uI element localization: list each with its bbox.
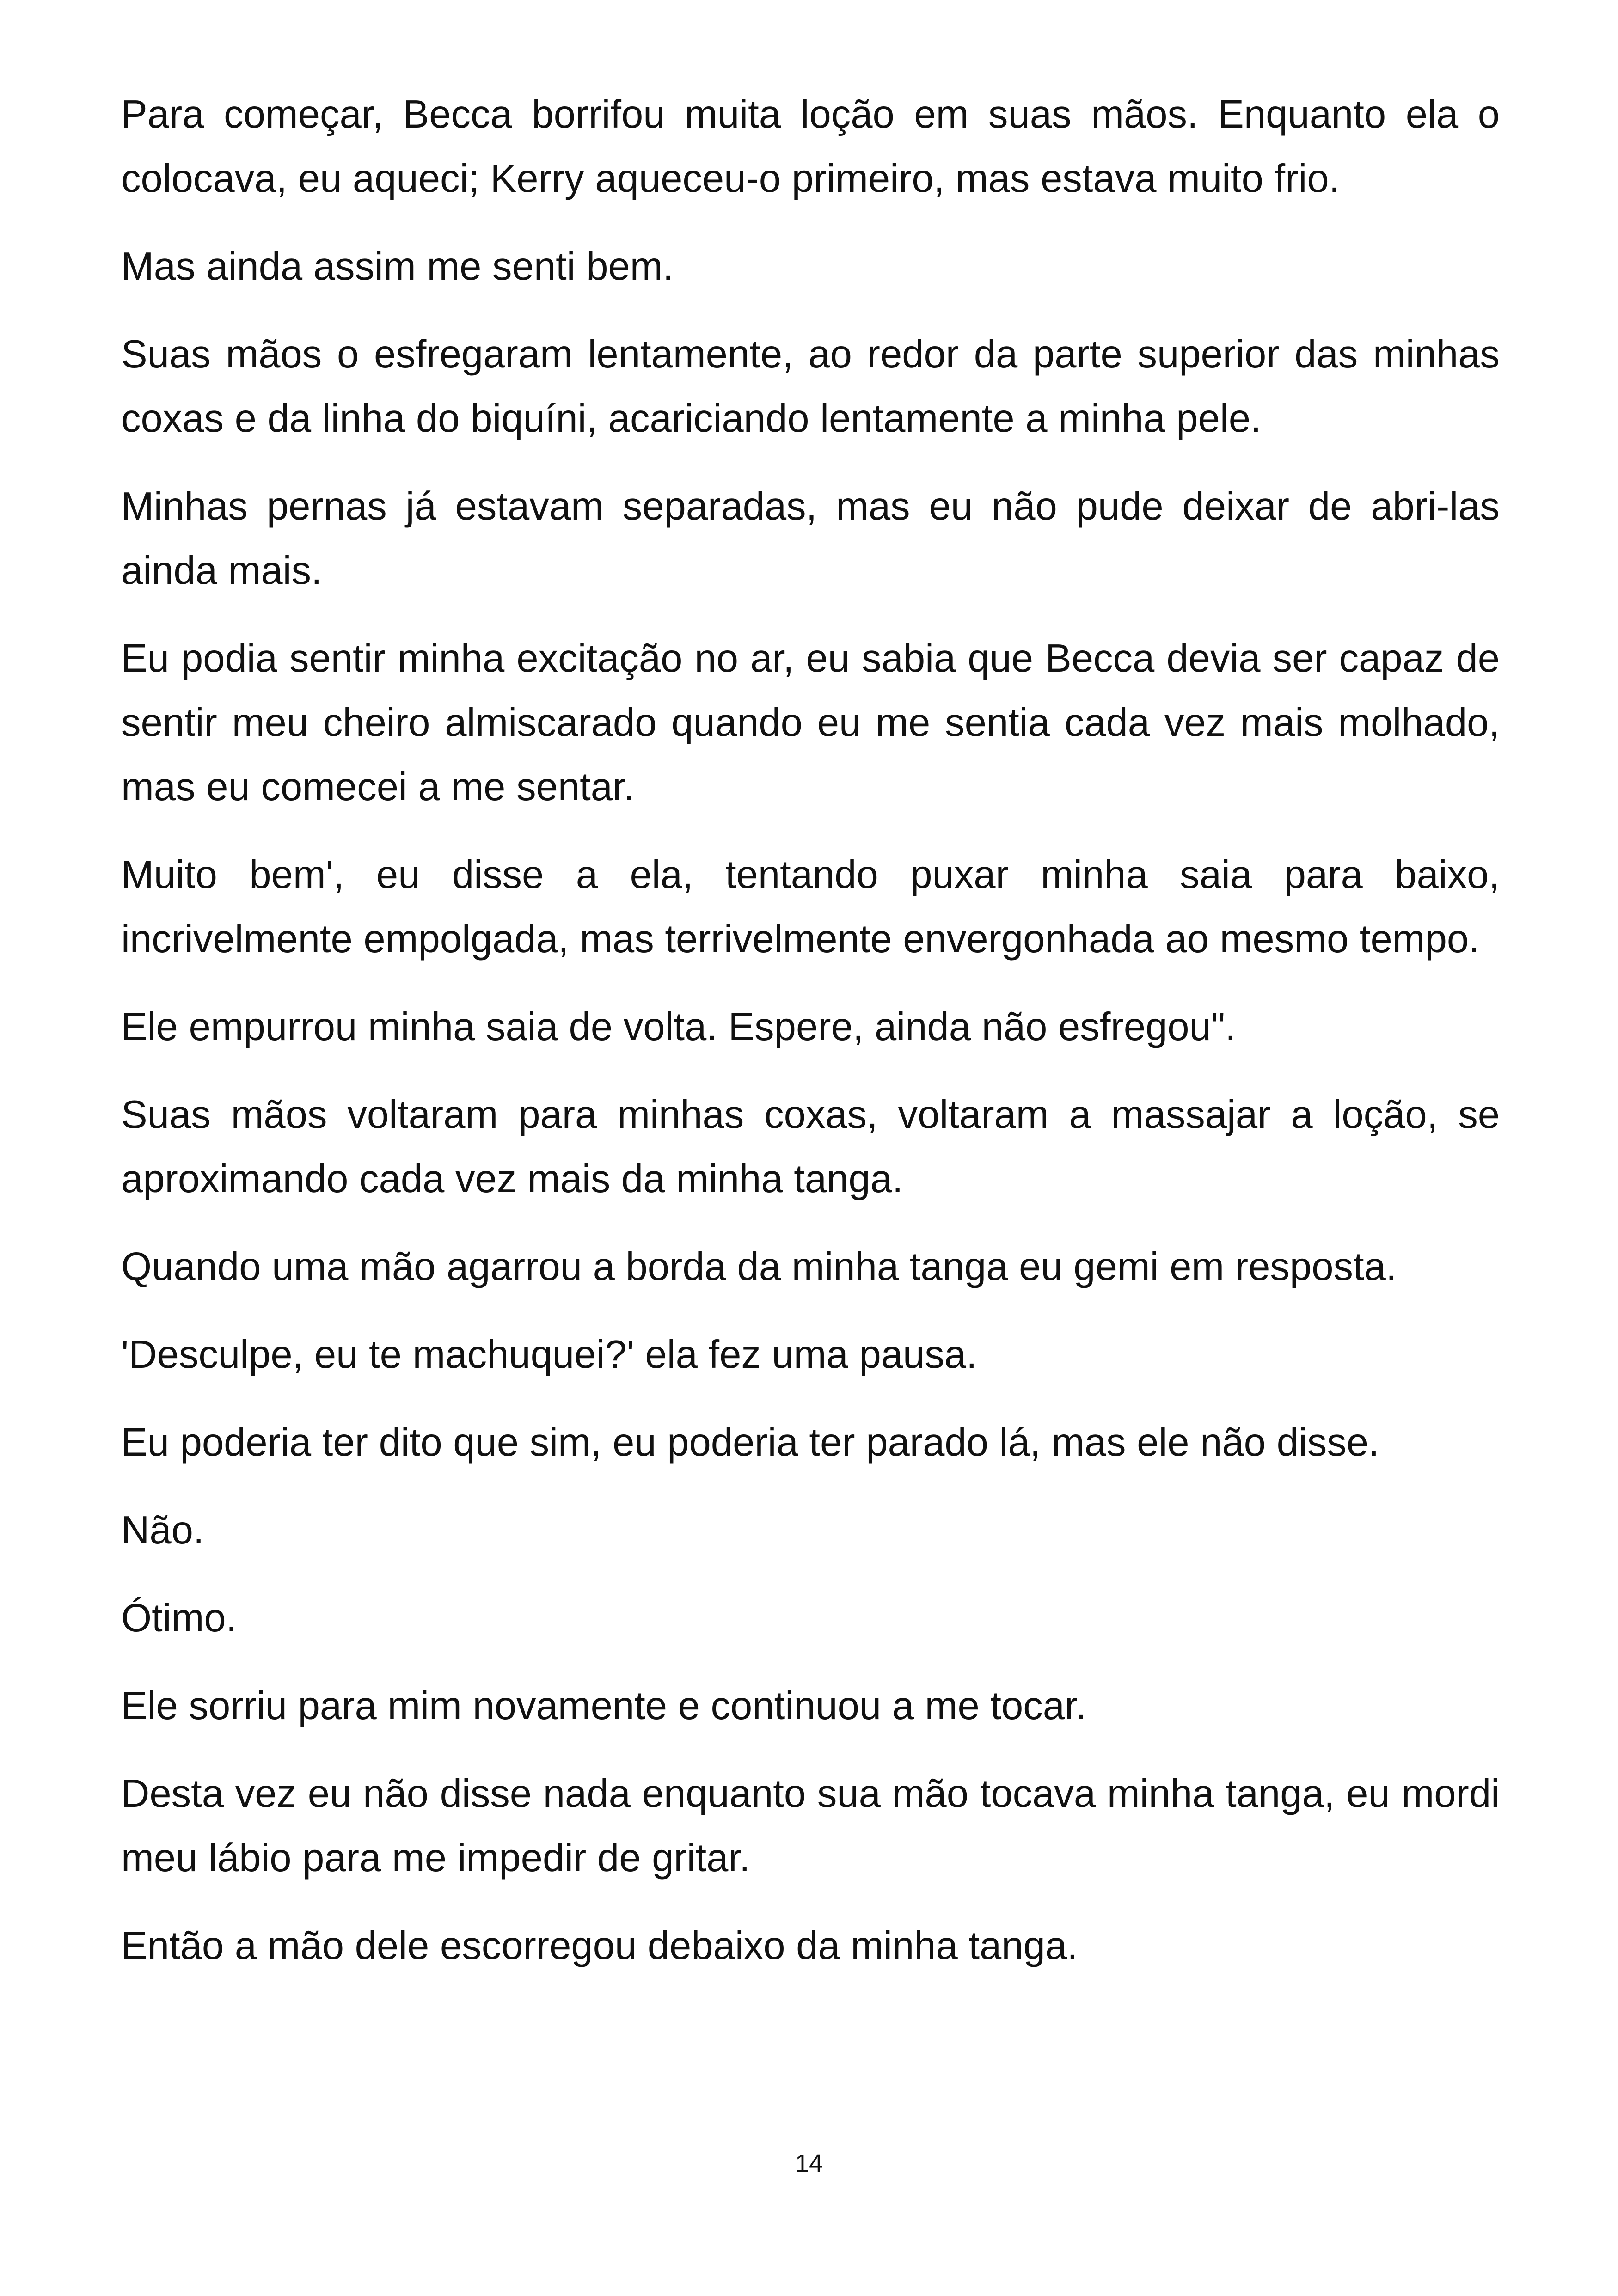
paragraph: Para começar, Becca borrifou muita loção em suas mãos. Enquanto ela o colocava, eu aqueci; Kerry aqueceu-o primeiro, mas estava muito frio. <box>121 92 1500 201</box>
paragraph: Quando uma mão agarrou a borda da minha tanga eu gemi em resposta. <box>121 1245 1397 1289</box>
paragraph: Eu poderia ter dito que sim, eu poderia ter parado lá, mas ele não disse. <box>121 1420 1379 1464</box>
paragraph: Ótimo. <box>121 1596 237 1640</box>
paragraph: Então a mão dele escorregou debaixo da minha tanga. <box>121 1924 1078 1968</box>
paragraph: Ele sorriu para mim novamente e continuou a me tocar. <box>121 1684 1087 1728</box>
paragraph: 'Desculpe, eu te machuquei?' ela fez uma pausa. <box>121 1333 977 1377</box>
paragraph: Não. <box>121 1508 204 1552</box>
paragraph: Minhas pernas já estavam separadas, mas eu não pude deixar de abri-las ainda mais. <box>121 484 1500 593</box>
page-body-text <box>121 82 1500 2002</box>
paragraph: Eu podia sentir minha excitação no ar, eu sabia que Becca devia ser capaz de sentir meu cheiro almiscarado quando eu me sentia cada vez mais molhado, mas eu comecei a me sentar. <box>121 637 1500 809</box>
paragraph: Suas mãos o esfregaram lentamente, ao redor da parte superior das minhas coxas e da linha do biquíni, acariciando lentamente a minha pele. <box>121 332 1500 441</box>
paragraph: Ele empurrou minha saia de volta. Espere, ainda não esfregou". <box>121 1005 1236 1049</box>
paragraph: Muito bem', eu disse a ela, tentando puxar minha saia para baixo, incrivelmente empolgada, mas terrivelmente envergonhada ao mesmo tempo. <box>121 853 1500 961</box>
paragraph: Mas ainda assim me senti bem. <box>121 245 674 288</box>
paragraph: Suas mãos voltaram para minhas coxas, voltaram a massajar a loção, se aproximando cada vez mais da minha tanga. <box>121 1093 1500 1201</box>
page-number: 14 <box>795 2149 823 2177</box>
paragraph: Desta vez eu não disse nada enquanto sua mão tocava minha tanga, eu mordi meu lábio para me impedir de gritar. <box>121 1772 1500 1880</box>
